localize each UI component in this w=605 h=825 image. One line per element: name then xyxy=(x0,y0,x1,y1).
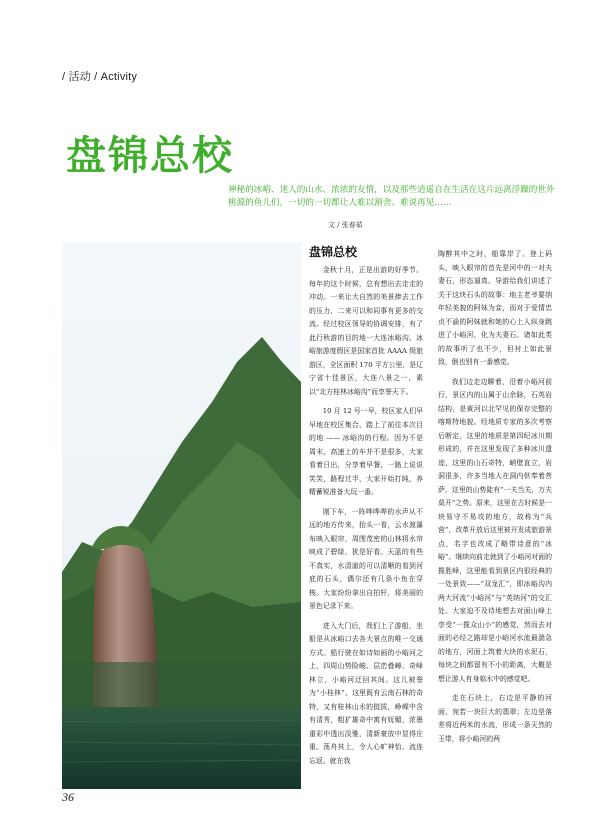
article-title: 盘锦总校 xyxy=(66,133,234,179)
paragraph: 进入大门后，我们上了游船，坐船是从冰峪口去各大景点的唯一交通方式。船行驶在如诗如画的小峪河之上，四周山势险峻、层峦叠嶂、奇峰林立，小峪河迂回其间。这儿被誉为“小桂林”。这里既有云南石林的奇特，又有桂林山水的挺拔，峥嵘中含有清秀，粗犷雄奇中寓有妩媚，浓墨重彩中透出淡雅，清新豪放中显得庄重。荡舟其上，令人心旷神怡、流连忘返。就在我 xyxy=(309,621,423,765)
paragraph: 走在石块上，右边是平静的河面，宛若一块巨大的翡翠；左边是落差将近两米的水流，形成一条天然的玉带，将小峪河的两 xyxy=(438,694,552,743)
landscape-photo xyxy=(62,242,301,789)
article-subtitle: 神秘的冰峪、迷人的山水、浓浓的友情，以及那些逍遥自在生活在这片远离浮躁的世外桃源的鱼儿们，一切的一切都让人难以割舍、难说再见…… xyxy=(228,185,555,208)
byline: 文 / 张春茹 xyxy=(328,221,363,229)
paragraph: 金秋十月，正是出游的好季节。每年的这个时候，总有想出去走走的冲动。一来让大自然的美景捧去工作的压力，二来可以和同事有更多的交流。经过校区领导的协调安排，有了此行秋游的目的地一大连冰峪沟。冰峪旅游度假区是国家首批 AAAA 级旅游区，全区面积 170 平方公里，是辽宁省十佳景区，大连八景之一，素以“北方桂林冰峪沟”而享誉天下。 xyxy=(309,266,424,396)
river-cliff-image xyxy=(62,242,301,789)
article-column-2 xyxy=(438,248,552,746)
paragraph: 我们边走边聊着，沿着小峪河前行，景区内的山属于山余脉，石英岩结构，是黄河以北罕见的保存完整的喀斯特地貌。经地质专家的多次考察后断定，这里的地质是第四纪冰川期形成的，并在这里发现了多种冰川遗迹，这里的山石奇特，峭壁直立，岩洞很多，许多当地人在洞内供奉着菩萨。这里的山势陡有“一夫当关，万夫莫开”之势。原来，这里在古时候是一块易守不易攻的地方，故称为“兵营”，改革开放后这里被开发成旅游景点，名字也改成了略带诗意的“冰峪”。继续向前走就到了小峪河对面的揽胜峰，这里能看到景区内很经典的一处景致——“双龙汇”，即冰峪沟内两大河流“小峪河”与“英纳河”的交汇处。大家迫不及待地想去对面山峰上享受“一揽众山小”的感觉，然而去对面的必经之路却是小峪河水流最湍急的地方，河面上筑着大块的水泥石，每块之间都留有不小的距离，大概是想让游人有身临水中的感觉吧。 xyxy=(438,377,552,683)
page-number: 36 xyxy=(62,790,74,804)
paragraph: 刚下车，一阵哗哗哗的水声从不远的地方传来，抬头一看，云水渡瀑布映入眼帘，周围茂密的山林将水帘映成了碧绿，犹是好看。天蓝的有些不真实，水清澈的可以清晰的看到河底的石头，偶尔还有几条小鱼在穿梭。大家纷纷拿出自拍杆，将美丽的景色记录下来。 xyxy=(309,507,423,610)
article-column-1 xyxy=(309,244,423,768)
section-heading: 盘锦总校 xyxy=(309,245,358,259)
paragraph: 10 月 12 号一早，校区家人们早早地在校区集合，踏上了前往本次目的地 —— 冰峪沟的行程。因为不是周末，高速上的车并不是很多，大家看着日出，分享着早餐，一路上说说笑笑，路程过半，大家开始打盹，养精蓄锐准备大玩一番。 xyxy=(309,407,423,496)
paragraph: 陶醉其中之时，船靠岸了。登上码头，映入眼帘的首先是河中的一对夫妻石，形态逼真。导游给我们讲述了关于这块石头的故事：地主老爷要纳年轻美貌的阿妹为妾，而对于爱情忠贞不渝的阿妹就和她的心上人纵身跳进了小峪河，化为夫妻石。诸如此类的故事听了也不少，但衬上如此景致，倒也别有一番感觉。 xyxy=(438,250,552,366)
section-label: / 活动 / Activity xyxy=(62,71,138,83)
